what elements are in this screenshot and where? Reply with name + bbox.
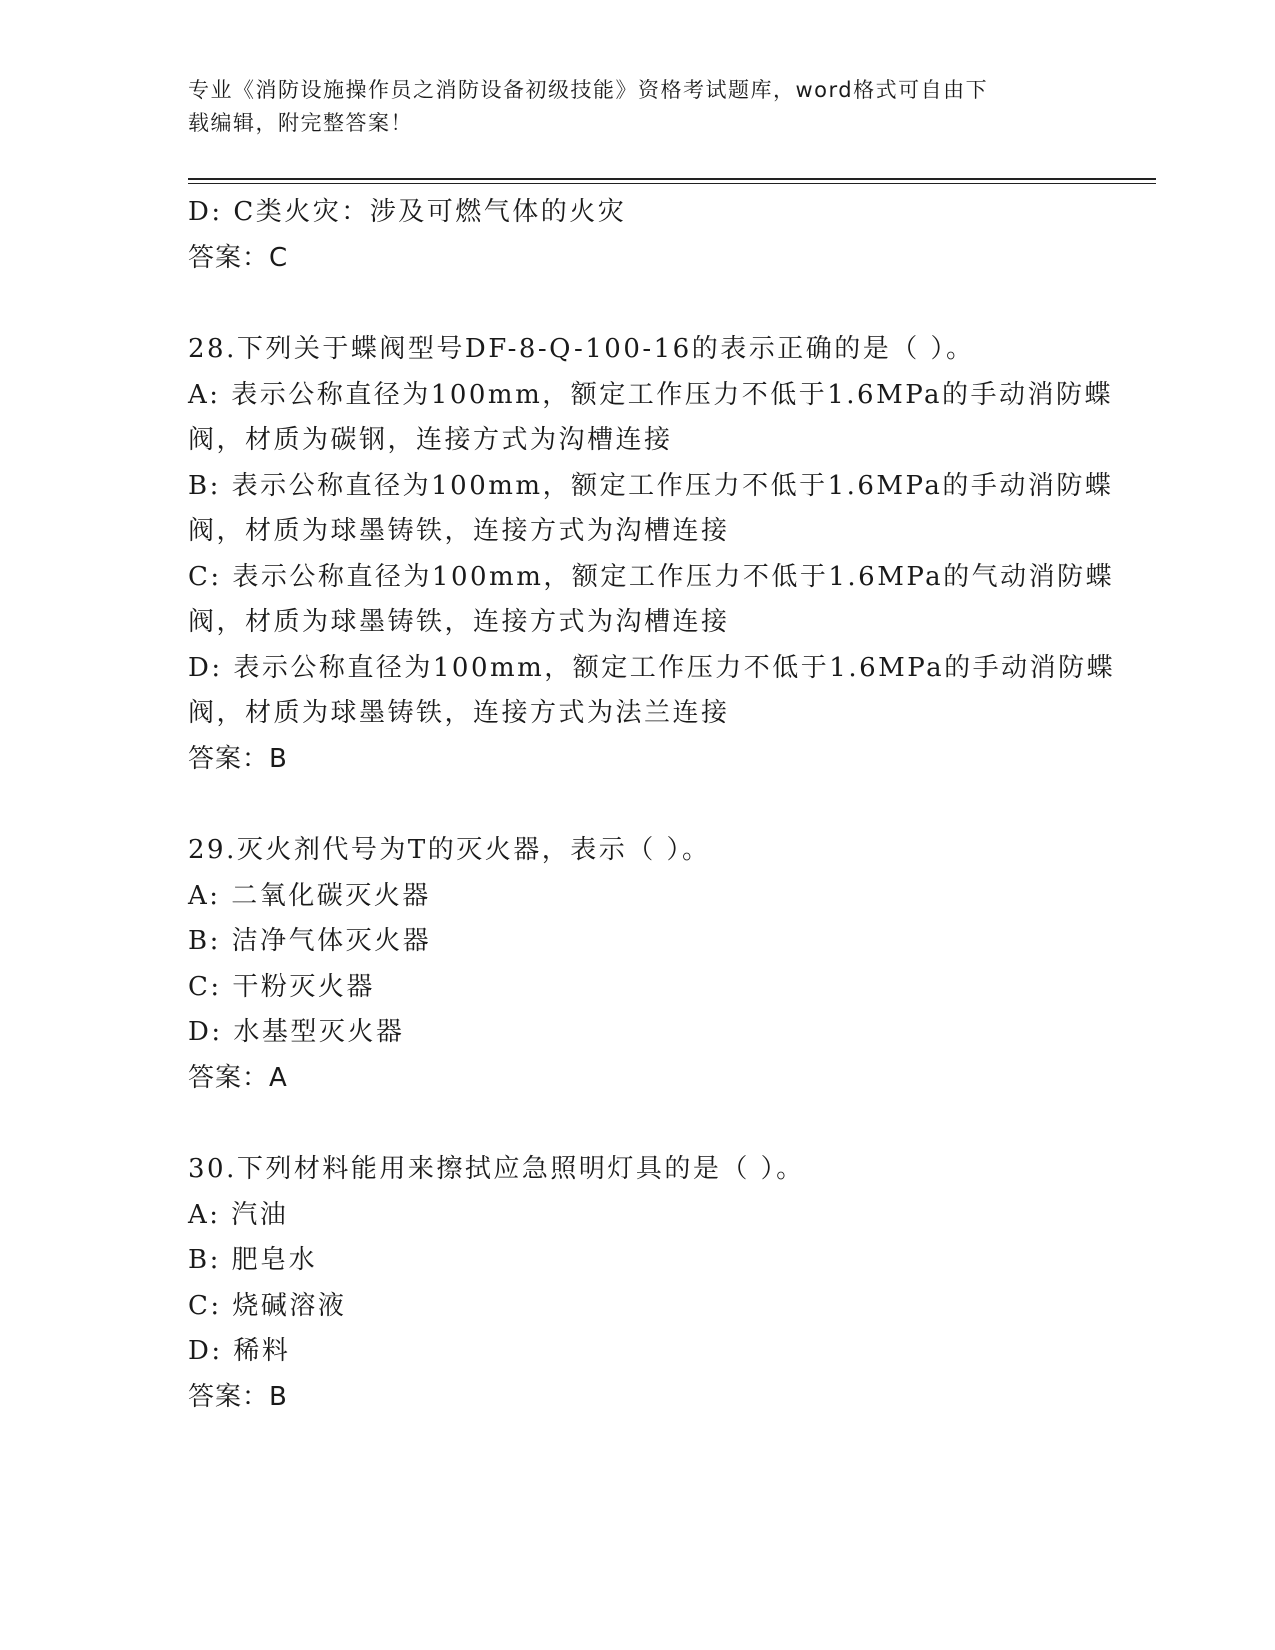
- spacer: [188, 1101, 1088, 1147]
- question-stem: 29.灭火剂代号为T的灭火器，表示（ ）。: [188, 835, 711, 865]
- question-30: [188, 1147, 1088, 1420]
- spacer: [188, 782, 1088, 828]
- document-header: [188, 74, 1088, 140]
- answer-line: 答案：B: [188, 1381, 288, 1412]
- option-d: D: 稀料: [188, 1336, 291, 1366]
- option-d-line-1: D: 表示公称直径为100mm，额定工作压力不低于1.6MPa的手动消防蝶: [188, 652, 1116, 683]
- option-c-line-2: 阀，材质为球墨铸铁，连接方式为沟槽连接: [188, 607, 730, 637]
- option-c-line-1: C: 表示公称直径为100mm，额定工作压力不低于1.6MPa的气动消防蝶: [188, 561, 1115, 592]
- question-29: [188, 828, 1088, 1101]
- question-body: [188, 190, 1116, 1420]
- option-c: C: 干粉灭火器: [188, 971, 375, 1002]
- option-a-line-2: 阀，材质为碳钢，连接方式为沟槽连接: [188, 425, 673, 455]
- question-stem: 28.下列关于蝶阀型号DF-8-Q-100-16的表示正确的是（ ）。: [188, 334, 975, 364]
- option-a: A: 汽油: [188, 1199, 289, 1230]
- option-a-line-1: A: 表示公称直径为100mm，额定工作压力不低于1.6MPa的手动消防蝶: [188, 379, 1114, 410]
- answer-line: 答案：B: [188, 743, 288, 774]
- answer-line: 答案：A: [188, 1062, 288, 1093]
- header-line-1: 专业《消防设施操作员之消防设备初级技能》资格考试题库，word格式可自由下: [188, 78, 989, 102]
- option-b: B: 肥皂水: [188, 1245, 318, 1275]
- option-b-line-2: 阀，材质为球墨铸铁，连接方式为沟槽连接: [188, 516, 730, 546]
- carryover-answer: 答案：C: [188, 242, 289, 273]
- spacer: [188, 281, 1088, 327]
- question-28: [188, 327, 1116, 782]
- header-line-2: 载编辑，附完整答案！: [188, 111, 413, 135]
- header-divider-thick: [188, 178, 1156, 180]
- option-b-line-1: B: 表示公称直径为100mm，额定工作压力不低于1.6MPa的手动消防蝶: [188, 470, 1114, 501]
- option-c: C: 烧碱溶液: [188, 1290, 347, 1321]
- question-stem: 30.下列材料能用来擦拭应急照明灯具的是（ ）。: [188, 1154, 805, 1184]
- option-a: A: 二氧化碳灭火器: [188, 880, 431, 911]
- header-divider-thin: [188, 183, 1156, 184]
- option-d-line-2: 阀，材质为球墨铸铁，连接方式为法兰连接: [188, 698, 730, 728]
- option-d: D: 水基型灭火器: [188, 1017, 405, 1047]
- option-b: B: 洁净气体灭火器: [188, 926, 432, 956]
- carryover-option-d: D: C类火灾：涉及可燃气体的火灾: [188, 197, 627, 227]
